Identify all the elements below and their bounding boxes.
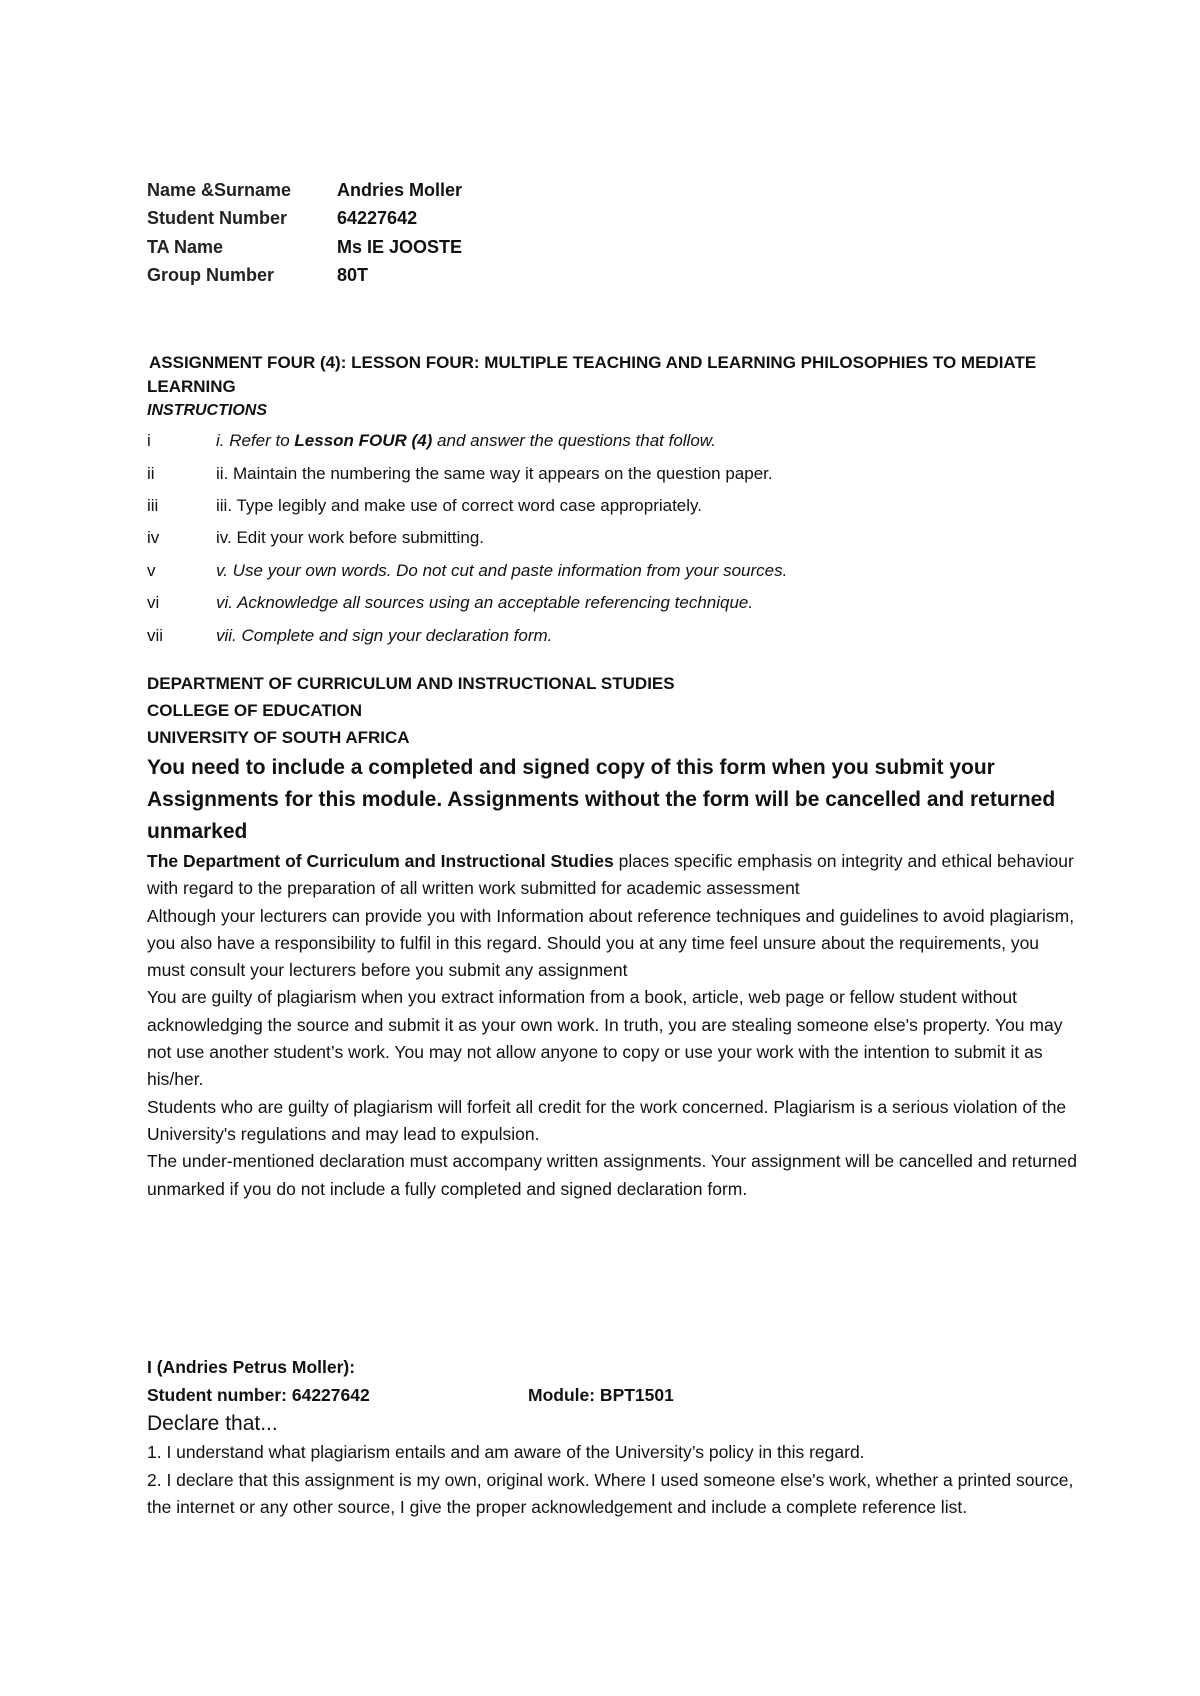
- group-number-label: Group Number: [147, 265, 275, 286]
- student-number-label: Student Number: [147, 208, 288, 229]
- policy-paragraph: The Department of Curriculum and Instructional Studies places specific emphasis on integrity and ethical behaviour with regard to the preparation of all written work submitted for academic assessment: [147, 851, 1074, 899]
- instruction-number: iv: [147, 528, 160, 548]
- instruction-text: ii. Maintain the numbering the same way it appears on the question paper.: [216, 463, 773, 483]
- declare-that-heading: Declare that...: [147, 1412, 278, 1435]
- instruction-item: [147, 619, 787, 651]
- department-block: [147, 670, 675, 751]
- college-name: COLLEGE OF EDUCATION: [147, 701, 363, 720]
- policy-paragraph: The under-mentioned declaration must accompany written assignments. Your assignment will be cancelled and returned unmarked if you do not include a fully completed and signed declaration form.: [147, 1151, 1077, 1199]
- university-name: UNIVERSITY OF SOUTH AFRICA: [147, 728, 410, 747]
- declaration-ids: [147, 1382, 1087, 1410]
- instruction-text: v. Use your own words. Do not cut and paste information from your sources.: [216, 560, 788, 580]
- instruction-number: ii: [147, 463, 155, 483]
- declaration-item: 1. I understand what plagiarism entails and am aware of the University’s policy in this regard.: [147, 1442, 865, 1462]
- group-number-value: 80T: [337, 265, 369, 286]
- submission-warning: You need to include a completed and signed copy of this form when you submit your Assignments for this module. Assignments without the form will be cancelled and returned unmarked: [147, 756, 1056, 843]
- instruction-number: vii: [147, 625, 164, 645]
- info-row-group-number: [147, 262, 462, 291]
- declaration-item: 2. I declare that this assignment is my own, original work. Where I used someone else's work, whether a printed source, the internet or any other source, I give the proper acknowledgement and include a complete reference list.: [147, 1469, 1074, 1517]
- policy-paragraph: You are guilty of plagiarism when you extract information from a book, article, web page or fellow student without acknowledging the source and submit it as your own work. In truth, you are stealing someone else's property. You may not use another student’s work. You may not allow anyone to copy or use your work with the intention to submit it as his/her.: [147, 987, 1063, 1090]
- declaration-block: [147, 1354, 1087, 1522]
- instruction-item: [147, 522, 787, 554]
- student-number-value: 64227642: [337, 208, 418, 229]
- student-info-table: [147, 176, 462, 290]
- instruction-number: iii: [147, 495, 159, 515]
- instruction-number: v: [147, 560, 156, 580]
- info-row-student-number: [147, 205, 462, 234]
- ta-name-value: Ms IE JOOSTE: [337, 236, 463, 257]
- instruction-number: vi: [147, 593, 160, 613]
- instructions-list: [147, 425, 787, 652]
- ta-name-label: TA Name: [147, 236, 224, 257]
- instruction-text: iv. Edit your work before submitting.: [216, 528, 485, 548]
- name-label: Name &Surname: [147, 179, 292, 200]
- instruction-text: iii. Type legibly and make use of correct word case appropriately.: [216, 495, 703, 515]
- instruction-text: vii. Complete and sign your declaration form.: [216, 625, 553, 645]
- instruction-text: i. Refer to Lesson FOUR (4) and answer the questions that follow.: [216, 431, 716, 451]
- instructions-heading: INSTRUCTIONS: [147, 402, 267, 419]
- declaration-student-number: Student number: 64227642: [147, 1384, 370, 1405]
- instruction-number: i: [147, 431, 151, 451]
- instruction-item: [147, 490, 787, 522]
- info-row-ta-name: [147, 233, 462, 262]
- info-row-name: [147, 176, 462, 205]
- policy-paragraph: Although your lecturers can provide you with Information about reference techniques and guidelines to avoid plagiarism, you also have a responsibility to fulfil in this regard. Should you at any time feel unsure about the requirements, you must consult your lecturers before you submit any assignment: [147, 905, 1075, 981]
- declaration-module: Module: BPT1501: [528, 1384, 674, 1405]
- declarant-name: I (Andries Petrus Moller):: [147, 1357, 356, 1377]
- assignment-title: ASSIGNMENT FOUR (4): LESSON FOUR: MULTIPLE TEACHING AND LEARNING PHILOSOPHIES TO MEDIATE LEARNING: [147, 353, 1037, 396]
- instruction-item: [147, 425, 787, 457]
- plagiarism-policy-text: [147, 848, 1077, 1203]
- instruction-item: [147, 457, 787, 489]
- policy-paragraph: Students who are guilty of plagiarism will forfeit all credit for the work concerned. Plagiarism is a serious violation of the University's regulations and may lead to expulsion.: [147, 1096, 1067, 1144]
- department-name: DEPARTMENT OF CURRICULUM AND INSTRUCTIONAL STUDIES: [147, 674, 675, 693]
- instruction-item: [147, 587, 787, 619]
- instruction-item: [147, 555, 787, 587]
- name-value: Andries Moller: [337, 179, 463, 200]
- instruction-text: vi. Acknowledge all sources using an acceptable referencing technique.: [216, 593, 754, 613]
